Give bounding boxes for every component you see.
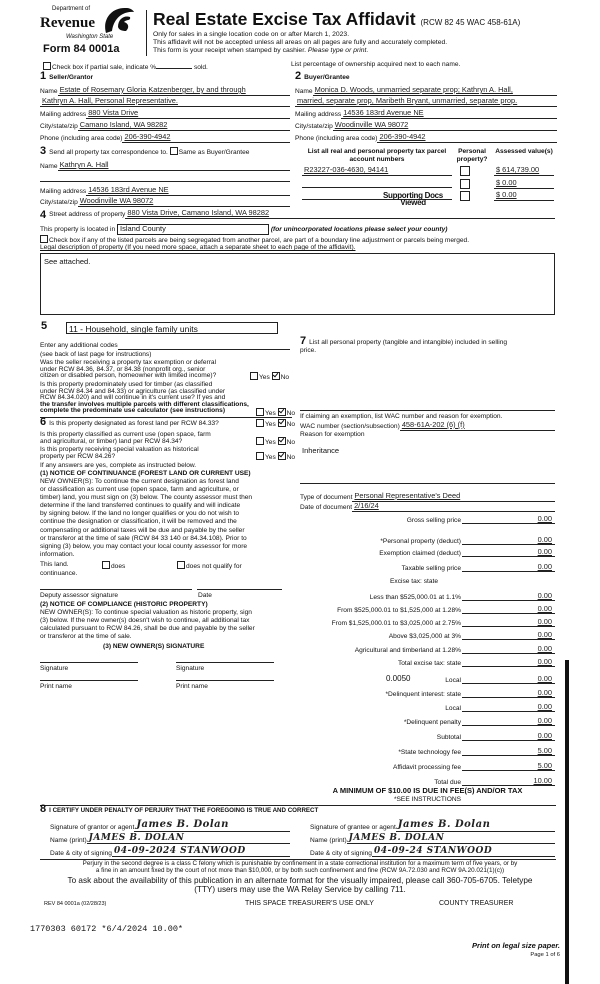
fee-label: Affidavit processing fee bbox=[392, 764, 461, 771]
fee-row-tech bbox=[300, 746, 555, 756]
timber-question bbox=[40, 382, 249, 415]
exemption-note: If claiming an exemption, list WAC number and reason for exemption. bbox=[300, 413, 503, 420]
personal-property-checkbox[interactable] bbox=[460, 166, 470, 176]
fee-label: *Personal property (deduct) bbox=[380, 538, 461, 545]
label: does bbox=[111, 563, 126, 570]
seller-name-row bbox=[40, 86, 290, 96]
no-checkbox[interactable] bbox=[272, 372, 280, 380]
see-back-note: (see back of last page for instructions) bbox=[40, 351, 152, 358]
seller-city-row bbox=[40, 121, 290, 131]
corr-name-row bbox=[40, 161, 290, 171]
corr-mail-row bbox=[40, 186, 290, 196]
continuance-label: continuance. bbox=[40, 570, 78, 577]
buyer-phone-row bbox=[295, 133, 557, 143]
assessed-col-header: Assessed value(s) bbox=[495, 148, 553, 155]
notice-2-title: (2) NOTICE OF COMPLIANCE (HISTORIC PROPERTY) bbox=[40, 601, 208, 608]
corr-mail-field[interactable]: 14536 183rd Avenue NE bbox=[86, 186, 290, 196]
personal-property-field[interactable] bbox=[300, 410, 555, 411]
fee-label: Taxable selling price bbox=[401, 565, 461, 572]
signature-label: Signature bbox=[176, 665, 205, 672]
fee-row-t1 bbox=[300, 591, 555, 601]
does-option bbox=[102, 561, 125, 571]
does-checkbox[interactable] bbox=[102, 561, 110, 569]
correspondence-heading bbox=[40, 147, 249, 157]
yes-no-4 bbox=[256, 437, 295, 447]
sold-label: sold. bbox=[193, 64, 208, 71]
buyer-city-row bbox=[295, 121, 557, 131]
personal-property-checkbox[interactable] bbox=[460, 191, 470, 201]
q-line: the transfer involves multiple parcels with different classifications, bbox=[40, 400, 249, 408]
section-number: 5 bbox=[41, 320, 48, 332]
fee-row-personal bbox=[300, 535, 555, 545]
assessed-value-field[interactable]: $ 0.00 bbox=[494, 191, 554, 201]
grantor-signature[interactable]: James B. Dolan bbox=[134, 819, 290, 832]
label: Mailing address bbox=[40, 110, 87, 118]
page-title bbox=[153, 9, 520, 29]
does-not-option bbox=[177, 561, 242, 571]
correspondence-heading-text: Send all property tax correspondence to. bbox=[49, 149, 168, 156]
partial-pct-field[interactable] bbox=[156, 68, 192, 69]
label: Yes bbox=[265, 439, 276, 446]
buyer-name-field[interactable]: Monica D. Woods, unmarried separate prop; Kathryn A. Hall, bbox=[313, 86, 557, 96]
buyer-city-field[interactable]: Woodinville WA 98072 bbox=[333, 121, 557, 131]
subtitle-3 bbox=[153, 47, 368, 55]
label: Date of document bbox=[300, 503, 353, 511]
label: Yes bbox=[265, 410, 276, 417]
signature-label: Signature bbox=[40, 665, 69, 672]
fee-label: Local bbox=[445, 677, 461, 684]
header-divider bbox=[146, 10, 147, 56]
notice-line: or transferor at the time of sale (RCW 84 33 140 or 84.34.108). Prior to bbox=[40, 534, 247, 542]
reason-line bbox=[300, 483, 555, 484]
fee-value[interactable]: 0.00 bbox=[462, 547, 555, 557]
fee-value[interactable]: 0.00 bbox=[462, 562, 555, 572]
seller-name-field-2[interactable]: Kathryn A. Hall, Personal Representative. bbox=[40, 97, 290, 107]
q-line: under RCW 84.36, 84.37, or 84.38 (nonprofit org., senior bbox=[40, 365, 206, 373]
access-line: To ask about the availability of this publication in an alternate format for the visually impaired, please call 360-705-6705. Teletype bbox=[67, 876, 533, 885]
grantor-date-field[interactable]: 04-09-2024 STANWOOD bbox=[112, 846, 290, 857]
additional-codes-field[interactable] bbox=[118, 341, 290, 350]
fee-value[interactable]: 5.00 bbox=[462, 746, 555, 756]
yes-no-1 bbox=[250, 372, 289, 382]
street-row bbox=[40, 209, 555, 219]
print-name-label: Print name bbox=[40, 683, 72, 690]
page-number: Page 1 of 6 bbox=[530, 952, 560, 958]
treasurer-use: THIS SPACE TREASURER'S USE ONLY bbox=[245, 900, 374, 907]
certify-text: I CERTIFY UNDER PENALTY OF PERJURY THAT THE FOREGOING IS TRUE AND CORRECT bbox=[49, 807, 319, 814]
fee-row-delinq_local bbox=[300, 702, 555, 712]
label: Name (print) bbox=[310, 836, 347, 844]
label: Phone (including area code) bbox=[40, 134, 123, 142]
fee-value[interactable]: 0.00 bbox=[462, 702, 555, 712]
parcel-col-header: List all real and personal property tax parcel account numbers bbox=[307, 148, 447, 163]
fee-label: Less than $525,000.01 at 1.1% bbox=[369, 594, 461, 601]
notice-2-text bbox=[40, 609, 255, 641]
wac-row bbox=[300, 421, 555, 431]
fee-value[interactable]: 0.00 bbox=[462, 604, 555, 614]
notice-line: by signing below. If the land no longer qualifies or you do not wish to bbox=[40, 510, 240, 518]
assessed-value-field[interactable]: $ 0.00 bbox=[494, 179, 554, 189]
perjury-line: Perjury in the second degree is a class C felony which is punishable by confinement in a state correctional institution for a maximum term of five years, or by bbox=[82, 860, 518, 867]
fee-label: Exemption claimed (deduct) bbox=[379, 550, 461, 557]
does-not-checkbox[interactable] bbox=[177, 561, 185, 569]
label: Name bbox=[40, 162, 58, 170]
text: List all personal property (tangible and intangible) included in selling bbox=[309, 339, 508, 346]
additional-codes-row bbox=[40, 341, 290, 350]
notice-line: or transferor at the time of sale. bbox=[40, 633, 132, 641]
fee-value[interactable]: 5.00 bbox=[462, 761, 555, 771]
label: Yes bbox=[265, 421, 276, 428]
seller-name-row-2 bbox=[40, 97, 290, 107]
personal-col-header: Personal property? bbox=[456, 148, 488, 163]
section-number: 4 bbox=[40, 208, 47, 221]
county-treasurer: COUNTY TREASURER bbox=[439, 900, 514, 907]
perjury-line: a fine in an amount fixed by the court of not more than $10,000, or by both such confinement and fine (RCW 9A.72.030 and RCW 9A.20.021(1)(c)) bbox=[95, 867, 505, 875]
doc-date-field[interactable]: 2/16/24 bbox=[352, 502, 555, 512]
q-line: under RCW 84.34 and 84.33) or agriculture (as classified under bbox=[40, 387, 226, 395]
title-ref: (RCW 82 45 WAC 458-61A) bbox=[420, 18, 521, 27]
owner-signature-line-1[interactable] bbox=[40, 662, 138, 663]
access-line: (TTY) users may use the WA Relay Service by calling 711. bbox=[194, 885, 406, 895]
label: Name bbox=[40, 87, 58, 95]
subtitle-3-text: This form is your receipt when stamped by cashier. bbox=[153, 47, 306, 54]
no-checkbox[interactable] bbox=[278, 419, 286, 427]
notice-line: signing (3) below, you may contact your local county assessor for more bbox=[40, 542, 248, 550]
perjury-notice bbox=[20, 860, 580, 874]
corr-blank-field[interactable] bbox=[40, 173, 290, 182]
grantee-name-row bbox=[310, 833, 555, 844]
label: Yes bbox=[265, 454, 276, 461]
no-checkbox[interactable] bbox=[278, 408, 286, 416]
grantor-date-row bbox=[50, 846, 290, 857]
doc-type-field[interactable]: Personal Representative's Deed bbox=[352, 492, 555, 502]
notice-line: NEW OWNER(S): To continue the current designation as forest land bbox=[40, 478, 239, 485]
personal-property-heading bbox=[300, 337, 507, 354]
current-use-question bbox=[40, 432, 211, 445]
q-line: Is this property receiving special valuation as historical bbox=[40, 446, 199, 453]
fee-value[interactable]: 0.00 bbox=[462, 630, 555, 640]
fee-label: Total excise tax: state bbox=[397, 660, 461, 667]
buyer-mail-row bbox=[295, 109, 557, 119]
fee-row-gross bbox=[300, 514, 555, 524]
q-line: RCW 84.34.020) and will continue in it's current use? If yes and bbox=[40, 394, 226, 402]
subtitle-3-italic: Please type or print. bbox=[307, 47, 369, 54]
section-number: 8 bbox=[40, 803, 47, 815]
fee-label: Gross selling price bbox=[406, 517, 461, 524]
subtitle-2: This affidavit will not be accepted unless all areas on all pages are fully and accurately completed. bbox=[153, 39, 448, 46]
corr-city-row bbox=[40, 197, 290, 207]
fee-label: Subtotal bbox=[436, 734, 461, 741]
corr-name-field[interactable]: Kathryn A. Hall bbox=[58, 161, 290, 171]
fee-row-exemption bbox=[300, 547, 555, 557]
grantor-name-row bbox=[50, 833, 290, 844]
label: No bbox=[286, 454, 296, 461]
fee-row-ag bbox=[300, 644, 555, 654]
segregate-label: Check box if any of the listed parcels are being segregated from another parcel, are part of a boundary line adjustment or parcels being merged. bbox=[49, 237, 470, 244]
label: Mailing address bbox=[40, 187, 87, 195]
fee-value[interactable]: 0.00 bbox=[462, 535, 555, 545]
excise-heading: Excise tax: state bbox=[390, 578, 439, 585]
assessed-row bbox=[494, 191, 554, 201]
state-label: Washington State bbox=[66, 34, 114, 40]
county-row bbox=[40, 224, 447, 235]
q-line: Is this property classified as current use (open space, farm bbox=[40, 431, 211, 438]
reason-label: Reason for exemption bbox=[300, 431, 365, 438]
parcel-row bbox=[302, 166, 452, 176]
label: No bbox=[280, 374, 290, 381]
seller-heading-text: Seller/Grantor bbox=[49, 74, 94, 81]
seller-phone-row bbox=[40, 133, 290, 143]
q-line: Was the seller receiving a property tax exemption or deferral bbox=[40, 359, 217, 366]
doc-type-row bbox=[300, 492, 555, 502]
accessibility-notice bbox=[20, 876, 580, 894]
notice-line: calculated pursuant to RCW 84.26, shall be due and payable by the seller bbox=[40, 625, 255, 633]
label: Yes bbox=[259, 374, 270, 381]
label: Name bbox=[295, 87, 313, 95]
no-checkbox[interactable] bbox=[278, 437, 286, 445]
notice-line: (3) below. If the new owner(s) doesn't wish to continue, all additional tax bbox=[40, 617, 250, 625]
notice-line: timber) land, you must sign on (3) below. The county assessor must then bbox=[40, 494, 253, 502]
grantor-name-field[interactable]: JAMES B. DOLAN bbox=[87, 833, 290, 844]
label: Enter any additional codes bbox=[40, 342, 118, 350]
see-instructions: *SEE INSTRUCTIONS bbox=[393, 796, 462, 803]
fee-row-processing bbox=[300, 761, 555, 771]
minimum-notice: A MINIMUM OF $10.00 IS DUE IN FEE(S) AND/OR TAX bbox=[332, 786, 523, 795]
seller-heading bbox=[40, 72, 93, 82]
label: Date & city of signing bbox=[310, 849, 372, 857]
assessed-row bbox=[494, 166, 554, 176]
grantee-signature[interactable]: James B. Dolan bbox=[396, 819, 555, 832]
seller-mail-field[interactable]: 880 Vista Drive bbox=[86, 109, 290, 119]
dept-label: Department of bbox=[52, 6, 91, 12]
certify-heading bbox=[40, 805, 318, 814]
notice-line: NEW OWNER(S): To continue special valuation as historic property, sign bbox=[40, 609, 252, 616]
fee-row-penalty bbox=[300, 716, 555, 726]
same-as-buyer-checkbox[interactable] bbox=[170, 147, 178, 155]
parcel-number-field[interactable]: R23227-036-4630, 94141 bbox=[302, 166, 452, 176]
fee-value[interactable]: 0.00 bbox=[462, 657, 555, 667]
land-use-code-select[interactable]: 11 - Household, single family units bbox=[66, 322, 278, 334]
label: Date & city of signing bbox=[50, 849, 112, 857]
historical-question bbox=[40, 447, 199, 460]
yes-checkbox[interactable] bbox=[256, 452, 264, 460]
deputy-signature-line[interactable] bbox=[40, 589, 192, 590]
section-number: 1 bbox=[40, 70, 47, 82]
label: This property is located in bbox=[40, 226, 116, 233]
fee-row-delinq_state bbox=[300, 688, 555, 698]
buyer-phone-field[interactable]: 206-390-4942 bbox=[377, 133, 557, 143]
assessed-value-field[interactable]: $ 614,739.00 bbox=[494, 166, 554, 176]
local-rate: 0.0050 bbox=[386, 674, 411, 683]
forest-question bbox=[40, 418, 219, 428]
label: City/state/zip bbox=[40, 122, 78, 130]
no-checkbox[interactable] bbox=[278, 452, 286, 460]
fee-label: From $525,000.01 to $1,525,000 at 1.28% bbox=[337, 607, 461, 614]
form-number: Form 84 0001a bbox=[43, 43, 120, 55]
notice-line: information. bbox=[40, 550, 75, 558]
fee-row-local bbox=[300, 674, 555, 684]
parcel-row bbox=[302, 179, 452, 188]
supporting-docs-stamp: Supporting Docs Viewed bbox=[383, 191, 443, 207]
scan-edge bbox=[565, 660, 569, 984]
parcel-number-field[interactable] bbox=[302, 179, 452, 188]
fee-label: *State technology fee bbox=[398, 749, 461, 756]
doc-date-row bbox=[300, 502, 555, 512]
partial-sale-checkbox[interactable] bbox=[43, 62, 51, 70]
grantee-sig-row bbox=[310, 819, 555, 832]
notice-1-text bbox=[40, 478, 252, 559]
reason-value[interactable]: Inheritance bbox=[302, 446, 340, 455]
assessed-row bbox=[494, 179, 554, 189]
notice-1-title: (1) NOTICE OF CONTINUANCE (FOREST LAND OR CURRENT USE) bbox=[40, 470, 251, 477]
subtitle-1: Only for sales in a single location code on or after March 1, 2023. bbox=[153, 31, 350, 38]
legal-label: Legal description of property (If you need more space, attach a separate sheet to each page of the affidavit). bbox=[40, 244, 356, 251]
fee-row-subtotal bbox=[300, 731, 555, 741]
fee-label: Agricultural and timberland at 1.28% bbox=[354, 647, 461, 654]
label: Phone (including area code) bbox=[295, 134, 378, 142]
label: Type of document bbox=[300, 493, 353, 501]
fee-label: *Delinquent penalty bbox=[403, 719, 461, 726]
yes-checkbox[interactable] bbox=[256, 437, 264, 445]
revenue-logo-text: Revenue bbox=[40, 15, 95, 31]
seller-city-field[interactable]: Camano Island, WA 98282 bbox=[78, 121, 290, 131]
fee-label: Total due bbox=[434, 779, 461, 786]
pct-note: List percentage of ownership acquired next to each name. bbox=[291, 61, 461, 68]
title-text: Real Estate Excise Tax Affidavit bbox=[153, 9, 416, 29]
partial-sale-row bbox=[43, 62, 208, 72]
text: price. bbox=[300, 346, 317, 354]
wac-field[interactable]: 458-61A-202 (6) (f) bbox=[400, 421, 555, 431]
yes-no-5 bbox=[256, 452, 295, 462]
deputy-date-line[interactable] bbox=[197, 589, 282, 590]
fee-label: *Delinquent interest: state bbox=[385, 691, 461, 698]
corr-blank-row bbox=[40, 173, 290, 182]
grantee-date-field[interactable]: 04-09-24 STANWOOD bbox=[372, 846, 555, 857]
q-line: citizen or disabled person, homeowner with limited income)? bbox=[40, 372, 217, 380]
fee-value[interactable]: 0.00 bbox=[462, 514, 555, 524]
fee-label: Above $3,025,000 at 3% bbox=[388, 633, 461, 640]
exemption-question bbox=[40, 360, 216, 380]
legal-description-field[interactable]: See attached. bbox=[40, 253, 555, 315]
seller-phone-field[interactable]: 206-390-4942 bbox=[122, 133, 290, 143]
grantee-name-field[interactable]: JAMES B. DOLAN bbox=[347, 833, 555, 844]
print-name-label: Print name bbox=[176, 683, 208, 690]
label: No bbox=[286, 421, 296, 428]
fee-label: Local bbox=[445, 705, 461, 712]
date-label: Date bbox=[198, 592, 212, 599]
fee-row-taxable bbox=[300, 562, 555, 572]
q-text: Is this property designated as forest land per RCW 84.33? bbox=[49, 420, 219, 427]
label: Mailing address bbox=[295, 110, 342, 118]
buyer-name-field-2[interactable]: married, separate prop, Maribeth Bryant, unmarried, separate prop. bbox=[295, 97, 557, 107]
fee-value[interactable]: 0.00 bbox=[462, 731, 555, 741]
q-line: Is this property predominately used for timber (as classified bbox=[40, 381, 213, 388]
notice-3-title: (3) NEW OWNER(S) SIGNATURE bbox=[103, 643, 205, 650]
fee-value[interactable]: 10.00 bbox=[462, 776, 555, 786]
label: WAC number (section/subsection) bbox=[300, 422, 400, 430]
buyer-heading bbox=[295, 72, 350, 82]
corr-city-field[interactable]: Woodinville WA 98072 bbox=[78, 197, 290, 207]
deputy-label: Deputy assessor signature bbox=[40, 592, 119, 599]
if-yes-note: If any answers are yes, complete as instructed below. bbox=[40, 462, 197, 469]
label: No bbox=[286, 439, 296, 446]
notice-line: compensating or additional taxes will be due and payable by the seller bbox=[40, 526, 245, 534]
section-number: 2 bbox=[295, 70, 302, 82]
buyer-name-row-2 bbox=[295, 97, 557, 107]
fee-value[interactable]: 0.00 bbox=[462, 688, 555, 698]
section-number: 6 bbox=[40, 416, 47, 428]
notice-line: determine if the land transferred continues to qualify and will indicate bbox=[40, 502, 241, 510]
label: Name (print) bbox=[50, 836, 87, 844]
label: Signature of grantor or agent bbox=[50, 823, 135, 831]
label: No bbox=[286, 410, 296, 417]
q-line: complete the predominate use calculator (see instructions) bbox=[40, 407, 226, 415]
fee-row-t2 bbox=[300, 604, 555, 614]
this-land-label: This land. bbox=[40, 561, 69, 568]
fee-value[interactable]: 0.00 bbox=[462, 617, 555, 627]
fee-value[interactable]: 0.00 bbox=[462, 644, 555, 654]
owner-print-line-1[interactable] bbox=[40, 680, 138, 681]
yes-checkbox[interactable] bbox=[256, 419, 264, 427]
rev-number: REV 84 0001a (02/28/23) bbox=[44, 901, 107, 907]
fee-row-total_state bbox=[300, 657, 555, 667]
fee-row-t4 bbox=[300, 630, 555, 640]
label: Signature of grantee or agent bbox=[310, 823, 396, 831]
owner-print-line-2[interactable] bbox=[176, 680, 274, 681]
grantee-date-row bbox=[310, 846, 555, 857]
seller-mail-row bbox=[40, 109, 290, 119]
yes-checkbox[interactable] bbox=[250, 372, 258, 380]
legal-paper-note: Print on legal size paper. bbox=[472, 941, 560, 950]
dor-logo-icon bbox=[100, 5, 136, 35]
street-field[interactable]: 880 Vista Drive, Camano Island, WA 98282 bbox=[125, 209, 555, 219]
owner-signature-line-2[interactable] bbox=[176, 662, 274, 663]
yes-no-3 bbox=[256, 419, 295, 429]
county-note: (for unincorporated locations please select your county) bbox=[270, 226, 448, 233]
grantor-sig-row bbox=[50, 819, 290, 832]
section-number: 7 bbox=[300, 335, 307, 347]
buyer-name-row bbox=[295, 86, 557, 96]
receipt-stamp: 1770303 60172 *6/4/2024 10.00* bbox=[30, 924, 184, 934]
personal-property-checkbox[interactable] bbox=[460, 179, 470, 189]
yes-checkbox[interactable] bbox=[256, 408, 264, 416]
fee-value[interactable]: 0.00 bbox=[462, 674, 555, 684]
segregate-checkbox[interactable] bbox=[40, 235, 48, 243]
notice-line: or classification as current use (open space, farm and agriculture, or bbox=[40, 486, 239, 494]
fee-value[interactable]: 0.00 bbox=[462, 591, 555, 601]
seller-name-field[interactable]: Estate of Rosemary Gloria Katzenberger, by and through bbox=[58, 86, 290, 96]
fee-row-t3 bbox=[300, 617, 555, 627]
buyer-heading-text: Buyer/Grantee bbox=[304, 74, 350, 81]
label: Street address of property bbox=[49, 210, 126, 218]
label: City/state/zip bbox=[40, 198, 78, 206]
label: does not qualify for bbox=[186, 563, 242, 570]
county-select[interactable]: Island County bbox=[117, 224, 269, 235]
notice-line: continue the designation or classification, it will be removed and the bbox=[40, 518, 237, 526]
q-line: property per RCW 84.26? bbox=[40, 452, 116, 460]
fee-label: From $1,525,000.01 to $3,025,000 at 2.75% bbox=[331, 620, 461, 627]
buyer-mail-field[interactable]: 14536 183rd Avenue NE bbox=[341, 109, 557, 119]
label: City/state/zip bbox=[295, 122, 333, 130]
same-as-buyer-label: Same as Buyer/Grantee bbox=[178, 149, 250, 156]
partial-sale-label: Check box if partial sale, indicate % bbox=[52, 64, 157, 71]
fee-value[interactable]: 0.00 bbox=[462, 716, 555, 726]
section-number: 3 bbox=[40, 145, 47, 157]
q-line: and agricultural, or timber) land per RCW 84.34? bbox=[40, 437, 183, 445]
fee-row-total bbox=[300, 776, 555, 786]
